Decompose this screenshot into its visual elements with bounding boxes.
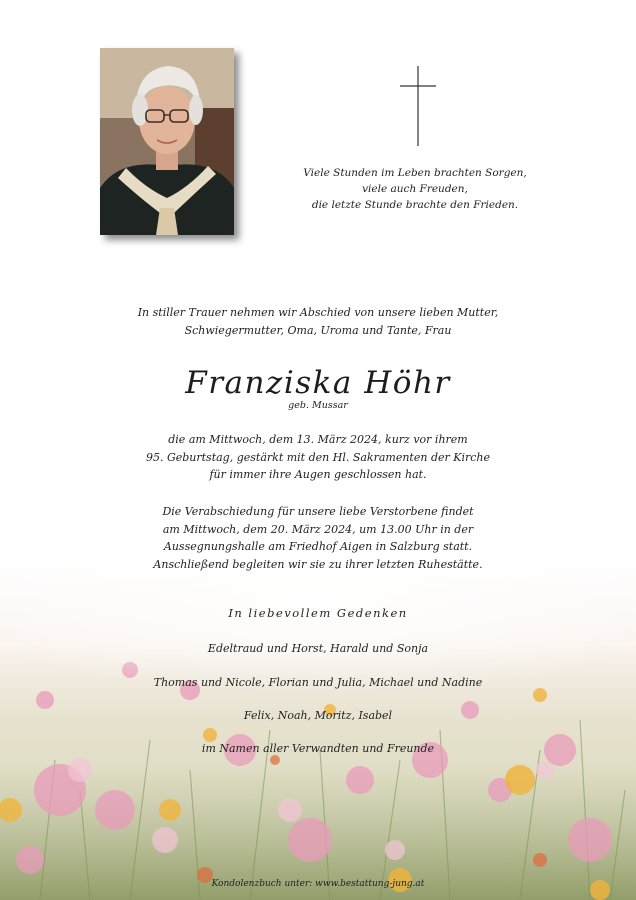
funeral-notice-line: Aussegnungshalle am Friedhof Aigen in Salzburg statt.	[163, 540, 473, 553]
family-line: Edeltraud und Horst, Harald und Sonja	[207, 642, 429, 655]
verse	[300, 165, 530, 213]
death-notice-line: 95. Geburtstag, gestärkt mit den Hl. Sakramenten der Kirche	[145, 450, 491, 464]
verse-line: Viele Stunden im Leben brachten Sorgen,	[303, 167, 527, 179]
death-notice-line: die am Mittwoch, dem 13. März 2024, kurz vor ihrem	[168, 433, 468, 446]
funeral-notice-line: Die Verabschiedung für unsere liebe Verstorbene findet	[162, 505, 474, 518]
verse-line: die letzte Stunde brachte den Frieden.	[311, 199, 519, 211]
portrait-photo	[100, 48, 234, 235]
portrait-image	[100, 48, 234, 235]
intro-line: In stiller Trauer nehmen wir Abschied von unsere lieben Mutter,	[137, 306, 499, 319]
death-notice	[0, 431, 636, 484]
death-notice-line: für immer ihre Augen geschlossen hat.	[209, 468, 427, 481]
family-line: im Namen aller Verwandten und Freunde	[201, 742, 435, 755]
funeral-notice	[0, 503, 636, 573]
intro-text	[0, 304, 636, 340]
memory-heading: In liebevollem Gedenken	[228, 606, 408, 620]
family-line: Felix, Noah, Moritz, Isabel	[243, 709, 393, 722]
intro-line: Schwiegermutter, Oma, Uroma und Tante, Frau	[184, 324, 452, 337]
condolence-footer: Kondolenzbuch unter: www.bestattung-jung.at	[211, 879, 425, 889]
verse-line: viele auch Freuden,	[362, 183, 468, 195]
family-line: Thomas und Nicole, Florian und Julia, Michael und Nadine	[153, 676, 483, 689]
funeral-notice-line: Anschließend begleiten wir sie zu ihrer letzten Ruhestätte.	[153, 557, 483, 571]
deceased-name: Franziska Höhr	[185, 365, 451, 401]
funeral-notice-line: am Mittwoch, dem 20. März 2024, um 13.00 Uhr in der	[162, 522, 474, 536]
cross-icon	[398, 66, 438, 146]
maiden-name: geb. Mussar	[288, 400, 348, 411]
